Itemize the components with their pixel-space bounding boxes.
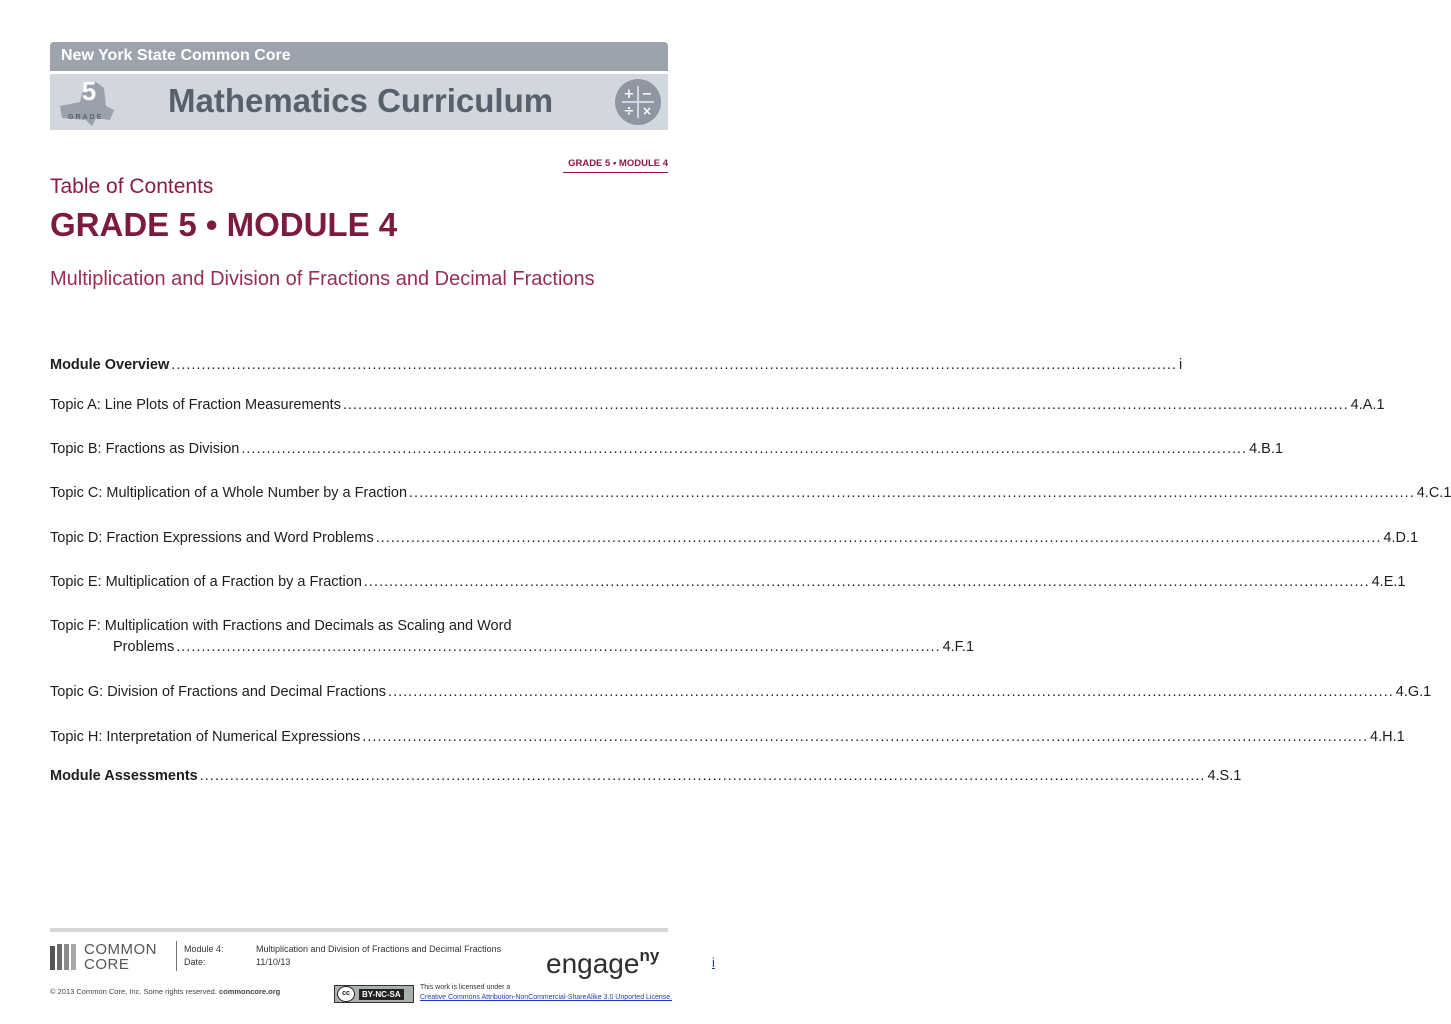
creative-commons-icon: cc (337, 986, 355, 1002)
toc-entry-page: 4.D.1 (1383, 530, 1419, 546)
svg-text:÷: ÷ (623, 104, 635, 119)
header-state-banner (50, 42, 668, 71)
brand-line-1: COMMON (84, 941, 157, 958)
toc-entry-topic-g[interactable] (50, 684, 1432, 700)
toc-entry-page: 4.H.1 (1370, 729, 1405, 745)
curriculum-title: Mathematics Curriculum (168, 82, 554, 119)
license-badge-label: BY-NC-SA (359, 989, 404, 1000)
breadcrumb-underline (563, 172, 668, 173)
toc-entry-title: Topic B: Fractions as Division (50, 441, 240, 457)
license-link[interactable]: Creative Commons Attribution-NonCommercial-ShareAlike 3.0 Unported License. (420, 994, 673, 1001)
toc-leader (200, 768, 1206, 784)
toc-entry-topic-a[interactable] (50, 397, 1385, 413)
toc-entry-topic-f[interactable] (50, 618, 667, 634)
toc-entry-page: 4.B.1 (1249, 441, 1283, 457)
module-subtitle: Multiplication and Division of Fractions and Decimal Fractions (50, 268, 595, 290)
toc-entry-assessments[interactable] (50, 768, 1242, 784)
toc-entry-title: Topic F: Multiplication with Fractions and Decimals as Scaling and Word (50, 618, 512, 634)
module-value: Multiplication and Division of Fractions and Decimal Fractions (256, 944, 502, 954)
toc-entry-title: Module Overview (50, 357, 170, 373)
toc-entry-topic-h[interactable] (50, 729, 1405, 745)
toc-entry-topic-b[interactable] (50, 441, 1283, 457)
toc-entry-page: 4.G.1 (1395, 684, 1432, 700)
toc-leader (388, 684, 1394, 700)
brand-line-2: CORE (84, 956, 130, 973)
cc-license-badge[interactable] (334, 985, 414, 1003)
module-title: GRADE 5 • MODULE 4 (50, 206, 398, 243)
toc-entry-topic-e[interactable] (50, 574, 1406, 590)
toc-entry-page: 4.C.1 (1416, 485, 1451, 501)
grade-word: GRADE (68, 114, 104, 121)
toc-entry-title: Module Assessments (50, 768, 198, 784)
license-text (420, 983, 672, 1003)
toc-entry-page: 4.E.1 (1371, 574, 1406, 590)
toc-leader (409, 485, 1415, 501)
svg-text:+: + (623, 87, 635, 102)
logo-bar-icon (64, 944, 69, 970)
toc-entry-title: Topic G: Division of Fractions and Decimal Fractions (50, 684, 387, 700)
toc-leader: ........................................................................................................................................................ (176, 639, 941, 655)
logo-bar-icon (71, 944, 76, 970)
engage-ny: ny (639, 946, 660, 965)
toc-leader (343, 397, 1349, 413)
toc-leader (364, 574, 1370, 590)
toc-entry-title: Topic A: Line Plots of Fraction Measurements (50, 397, 341, 413)
page-number[interactable]: i (712, 955, 715, 970)
toc-entry-page: 4.F.1 (942, 639, 975, 655)
toc-entry-overview[interactable] (50, 357, 1183, 373)
toc-entry-title: Topic C: Multiplication of a Whole Number by a Fraction (50, 485, 408, 501)
toc-entry-topic-c[interactable] (50, 485, 1451, 501)
state-line: New York State Common Core (61, 47, 291, 64)
toc-entry-page: i (1178, 357, 1183, 373)
toc-entry-topic-f-cont[interactable] (113, 639, 975, 655)
copyright-site: commoncore.org (218, 987, 281, 996)
breadcrumb: GRADE 5 • MODULE 4 (568, 158, 668, 169)
toc-entry-page: 4.S.1 (1207, 768, 1242, 784)
toc-entry-title: Topic H: Interpretation of Numerical Expressions (50, 729, 361, 745)
toc-entry-topic-d[interactable] (50, 530, 1419, 546)
toc-entry-page: 4.A.1 (1350, 397, 1385, 413)
math-operations-icon (614, 78, 662, 126)
toc-label: Table of Contents (50, 175, 214, 198)
svg-text:×: × (641, 104, 653, 118)
toc-leader (171, 357, 1177, 373)
svg-text:−: − (641, 87, 653, 102)
logo-bar-icon (57, 944, 62, 970)
module-label: Module 4: (184, 944, 224, 954)
header-curriculum-banner (50, 74, 668, 130)
footer-divider (176, 941, 177, 971)
date-value: 11/10/13 (256, 957, 291, 967)
toc-entry-title: Topic E: Multiplication of a Fraction by a Fraction (50, 574, 362, 590)
toc-entry-title: Topic D: Fraction Expressions and Word Problems (50, 530, 374, 546)
engage-word: engage (546, 948, 640, 979)
common-core-wordmark (84, 942, 157, 972)
footer-rule (50, 928, 668, 932)
engage-ny-logo (546, 946, 659, 980)
date-label: Date: (184, 957, 206, 967)
copyright-text: © 2013 Common Core, Inc. Some rights reserved. (50, 987, 219, 996)
license-line-1: This work is licensed under a (420, 984, 511, 991)
logo-bar-icon (50, 946, 55, 970)
common-core-logo (50, 942, 180, 972)
toc-leader (241, 441, 1247, 457)
grade-number: 5 (81, 76, 97, 106)
toc-leader (376, 530, 1382, 546)
copyright (50, 987, 280, 996)
toc-leader (362, 729, 1368, 745)
toc-entry-title-cont: Problems (113, 639, 175, 655)
